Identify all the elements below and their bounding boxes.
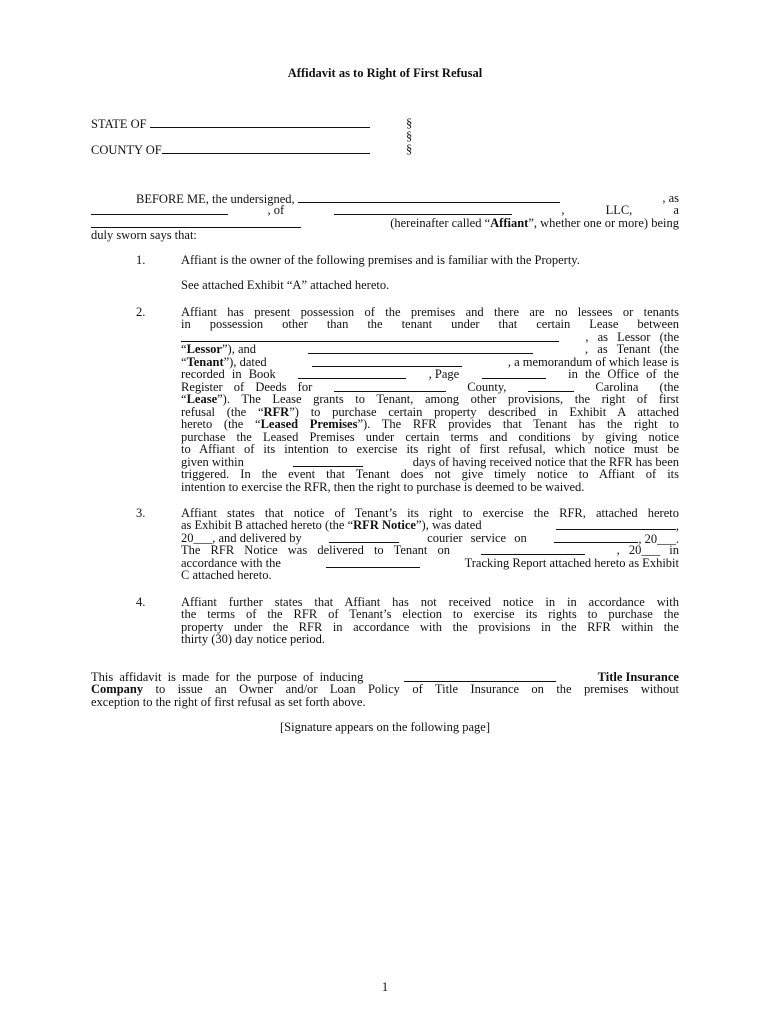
state-blank (150, 117, 370, 128)
state-line (91, 117, 370, 131)
signature-note: [Signature appears on the following page] (279, 720, 490, 734)
section-mark: § (406, 129, 413, 143)
intro-line-4: duly sworn says that: (91, 228, 197, 242)
item-3-line: C attached hereto. (181, 568, 272, 582)
item-2-line: recorded in Book , Page in the Office of the (181, 367, 679, 381)
item-3-line: accordance with the Tracking Report attached hereto as Exhibit (181, 556, 679, 570)
county-label: COUNTY OF (91, 143, 162, 157)
item-2-line: given within days of having received notice that the RFR has been (181, 455, 679, 469)
item-2-line: hereto (the “Leased Premises”). The RFR provides that Tenant has the right to (181, 417, 679, 431)
intro-line-1: BEFORE ME, the undersigned, , as (136, 191, 679, 206)
item-2-line: “Lease”). The Lease grants to Tenant, among other provisions, the right of first (181, 392, 679, 406)
item-1-subtext: See attached Exhibit “A” attached hereto. (181, 278, 390, 292)
item-2-line: intention to exercise the RFR, then the right to purchase is deemed to be waived. (181, 480, 585, 494)
item-2-line: refusal (the “RFR”) to purchase certain property described in Exhibit A attached (181, 405, 679, 419)
item-2-line: Affiant has present possession of the premises and there are no lessees or tenants (181, 305, 679, 319)
section-mark: § (406, 142, 413, 156)
item-2-line: , as Lessor (the (181, 331, 679, 344)
closing-line: This affidavit is made for the purpose of inducing Title Insurance (91, 670, 679, 684)
document-title: Affidavit as to Right of First Refusal (287, 66, 483, 80)
closing-line: Company to issue an Owner and/or Loan Policy of Title Insurance on the premises without (91, 682, 679, 696)
item-3-line: as Exhibit B attached hereto (the “RFR Notice”), was dated , (181, 518, 679, 533)
item-3-line: 20___, and delivered by courier service on , 20___. (181, 531, 679, 546)
closing-line: exception to the right of first refusal as set forth above. (91, 695, 366, 709)
item-2-line: Register of Deeds for County, Carolina (the (181, 380, 679, 394)
county-line (91, 143, 370, 157)
item-number: 1. (136, 253, 146, 267)
item-4-line: the terms of the RFR of Tenant’s election to exercise its rights to purchase the (181, 607, 679, 621)
item-2-line: triggered. In the event that Tenant does not give timely notice to Affiant of its (181, 467, 679, 481)
item-1-text: Affiant is the owner of the following premises and is familiar with the Property. (181, 253, 580, 267)
item-4-line: property under the RFR in accordance with the provisions in the RFR within the (181, 620, 679, 634)
intro-line-2: , of , LLC, a (91, 204, 679, 217)
item-3-line: Affiant states that notice of Tenant’s its right to exercise the RFR, attached hereto (181, 506, 679, 520)
county-blank (162, 143, 370, 154)
item-3-line: The RFR Notice was delivered to Tenant on , 20___ in (181, 543, 679, 557)
item-number: 4. (136, 595, 146, 609)
item-2-line: “Tenant”), dated , a memorandum of which lease is (181, 355, 679, 369)
item-2-line: to Affiant of its intention to exercise its right of first refusal, which notice must be (181, 442, 679, 456)
page-number: 1 (381, 980, 389, 994)
item-number: 2. (136, 305, 146, 319)
state-label: STATE OF (91, 117, 147, 131)
item-number: 3. (136, 506, 146, 520)
section-mark: § (406, 116, 413, 130)
item-2-line: purchase the Leased Premises under certain terms and conditions by giving notice (181, 430, 679, 444)
intro-line-3: (hereinafter called “Affiant”, whether one or more) being (91, 217, 679, 230)
item-4-line: thirty (30) day notice period. (181, 632, 326, 646)
item-4-line: Affiant further states that Affiant has not received notice in in accordance with (181, 595, 679, 609)
item-2-line: “Lessor”), and , as Tenant (the (181, 342, 679, 356)
item-2-line: in possession other than the tenant under that certain Lease between (181, 317, 679, 331)
